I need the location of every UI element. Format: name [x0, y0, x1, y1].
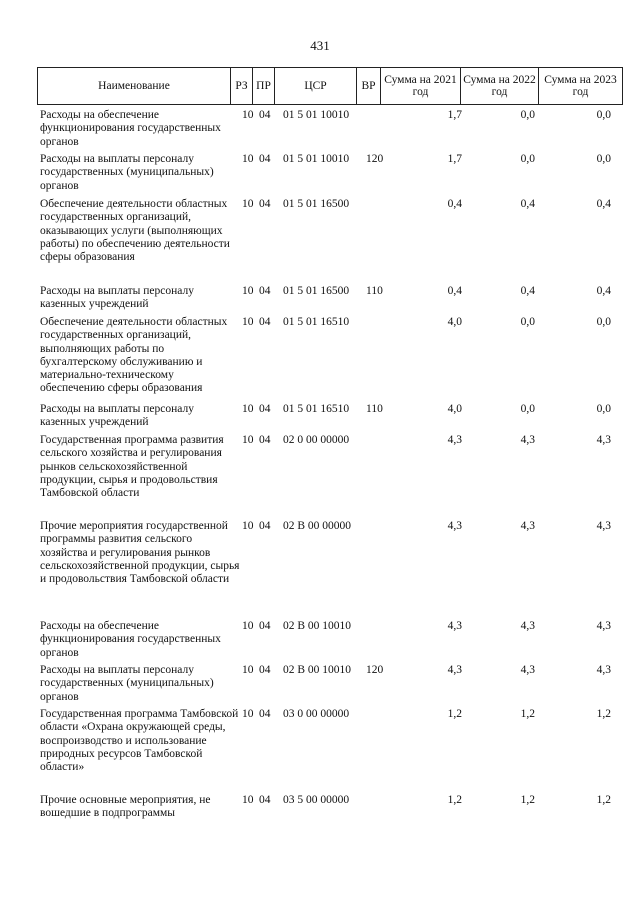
row-pr: 04 [259, 664, 271, 676]
row-sum-2023: 1,2 [596, 708, 611, 720]
row-sum-2021: 4,0 [447, 316, 462, 328]
row-sum-2023: 0,0 [596, 153, 611, 165]
row-sum-2021: 1,2 [447, 794, 462, 806]
row-name: Расходы на выплаты персоналу казенных учреждений [40, 403, 194, 429]
row-sum-2023: 0,4 [596, 285, 611, 297]
row-sum-2021: 4,3 [447, 620, 462, 632]
row-pr: 04 [259, 153, 271, 165]
row-pr: 04 [259, 403, 271, 415]
row-csr: 01 5 01 16510 [283, 403, 350, 415]
row-name: Государственная программа развития сельского хозяйства и регулирования рынков сельскохозяйственной продукции, сырья и продовольствия Тамбовской области [40, 434, 224, 500]
page-number: 431 [310, 38, 330, 53]
header-name: Наименование [38, 68, 231, 105]
row-sum-2023: 1,2 [596, 794, 611, 806]
row-name: Обеспечение деятельности областных государственных организаций, выполняющих работы по бухгалтерскому обслуживанию и материально-техническому обеспечению сферы образования [40, 316, 228, 395]
row-sum-2022: 0,4 [520, 285, 535, 297]
row-name: Расходы на выплаты персоналу государственных (муниципальных) органов [40, 153, 214, 192]
row-pr: 04 [259, 794, 271, 806]
row-sum-2021: 0,4 [447, 198, 462, 210]
row-csr: 01 5 01 10010 [283, 153, 350, 165]
row-pr: 04 [259, 434, 271, 446]
row-sum-2023: 4,3 [596, 664, 611, 676]
row-vr: 110 [366, 285, 383, 297]
row-sum-2021: 4,3 [447, 520, 462, 532]
row-vr: 120 [366, 153, 384, 165]
row-sum-2021: 1,2 [447, 708, 462, 720]
budget-table-header [37, 67, 623, 105]
row-pr: 04 [259, 285, 271, 297]
row-name: Расходы на обеспечение функционирования государственных органов [40, 109, 221, 148]
row-rz: 10 [242, 153, 254, 165]
row-pr: 04 [259, 198, 271, 210]
row-csr: 02 В 00 00000 [283, 520, 352, 532]
row-sum-2021: 1,7 [447, 153, 462, 165]
row-sum-2022: 4,3 [520, 664, 535, 676]
row-rz: 10 [242, 664, 254, 676]
row-name: Прочие основные мероприятия, не вошедшие в подпрограммы [40, 794, 211, 820]
header-vr: ВР [357, 68, 381, 105]
row-csr: 03 5 00 00000 [283, 794, 350, 806]
row-sum-2021: 4,3 [447, 434, 462, 446]
row-sum-2022: 0,0 [520, 109, 535, 121]
row-rz: 10 [242, 434, 254, 446]
row-vr: 120 [366, 664, 384, 676]
row-csr: 03 0 00 00000 [283, 708, 350, 720]
row-sum-2023: 4,3 [596, 434, 611, 446]
row-csr: 01 5 01 16510 [283, 316, 350, 328]
row-sum-2021: 1,7 [447, 109, 462, 121]
row-sum-2022: 0,0 [520, 153, 535, 165]
row-pr: 04 [259, 708, 271, 720]
row-pr: 04 [259, 520, 271, 532]
row-pr: 04 [259, 109, 271, 121]
row-csr: 01 5 01 16500 [283, 198, 350, 210]
row-sum-2021: 4,3 [447, 664, 462, 676]
header-sum-2023: Сумма на 2023 год [539, 68, 623, 105]
row-name: Обеспечение деятельности областных государственных организаций, оказывающих услуги (выполняющих работы) по обеспечению деятельности сферы образования [40, 198, 230, 264]
row-sum-2022: 0,4 [520, 198, 535, 210]
header-sum-2021: Сумма на 2021 год [381, 68, 461, 105]
row-sum-2022: 4,3 [520, 520, 535, 532]
row-sum-2022: 1,2 [520, 708, 535, 720]
row-sum-2023: 0,4 [596, 198, 611, 210]
row-sum-2023: 4,3 [596, 620, 611, 632]
row-rz: 10 [242, 794, 254, 806]
row-sum-2022: 4,3 [520, 620, 535, 632]
row-csr: 01 5 01 10010 [283, 109, 350, 121]
header-rz: РЗ [231, 68, 253, 105]
row-rz: 10 [242, 620, 254, 632]
row-pr: 04 [259, 316, 271, 328]
row-vr: 110 [366, 403, 383, 415]
row-sum-2023: 0,0 [596, 403, 611, 415]
row-sum-2021: 0,4 [447, 285, 462, 297]
row-sum-2023: 0,0 [596, 316, 611, 328]
row-sum-2023: 0,0 [596, 109, 611, 121]
row-sum-2022: 0,0 [520, 403, 535, 415]
row-csr: 02 0 00 00000 [283, 434, 350, 446]
row-rz: 10 [242, 316, 254, 328]
row-rz: 10 [242, 285, 254, 297]
row-pr: 04 [259, 620, 271, 632]
row-csr: 02 В 00 10010 [283, 664, 352, 676]
row-rz: 10 [242, 198, 254, 210]
row-sum-2022: 4,3 [520, 434, 535, 446]
row-rz: 10 [242, 109, 254, 121]
row-name: Расходы на выплаты персоналу казенных учреждений [40, 285, 194, 311]
row-csr: 01 5 01 16500 [283, 285, 350, 297]
row-rz: 10 [242, 708, 254, 720]
row-sum-2023: 4,3 [596, 520, 611, 532]
row-rz: 10 [242, 520, 254, 532]
header-csr: ЦСР [275, 68, 357, 105]
row-sum-2022: 1,2 [520, 794, 535, 806]
row-csr: 02 В 00 10010 [283, 620, 352, 632]
row-name: Расходы на обеспечение функционирования государственных органов [40, 620, 221, 659]
row-name: Государственная программа Тамбовской области «Охрана окружающей среды, воспроизводство и использование природных ресурсов Тамбовской области» [40, 708, 239, 774]
row-sum-2022: 0,0 [520, 316, 535, 328]
row-name: Расходы на выплаты персоналу государственных (муниципальных) органов [40, 664, 214, 703]
row-name: Прочие мероприятия государственной программы развития сельского хозяйства и регулирования рынков сельскохозяйственной продукции, сырья и продовольствия Тамбовской области [40, 520, 240, 586]
row-rz: 10 [242, 403, 254, 415]
row-sum-2021: 4,0 [447, 403, 462, 415]
header-pr: ПР [253, 68, 275, 105]
header-sum-2022: Сумма на 2022 год [461, 68, 539, 105]
